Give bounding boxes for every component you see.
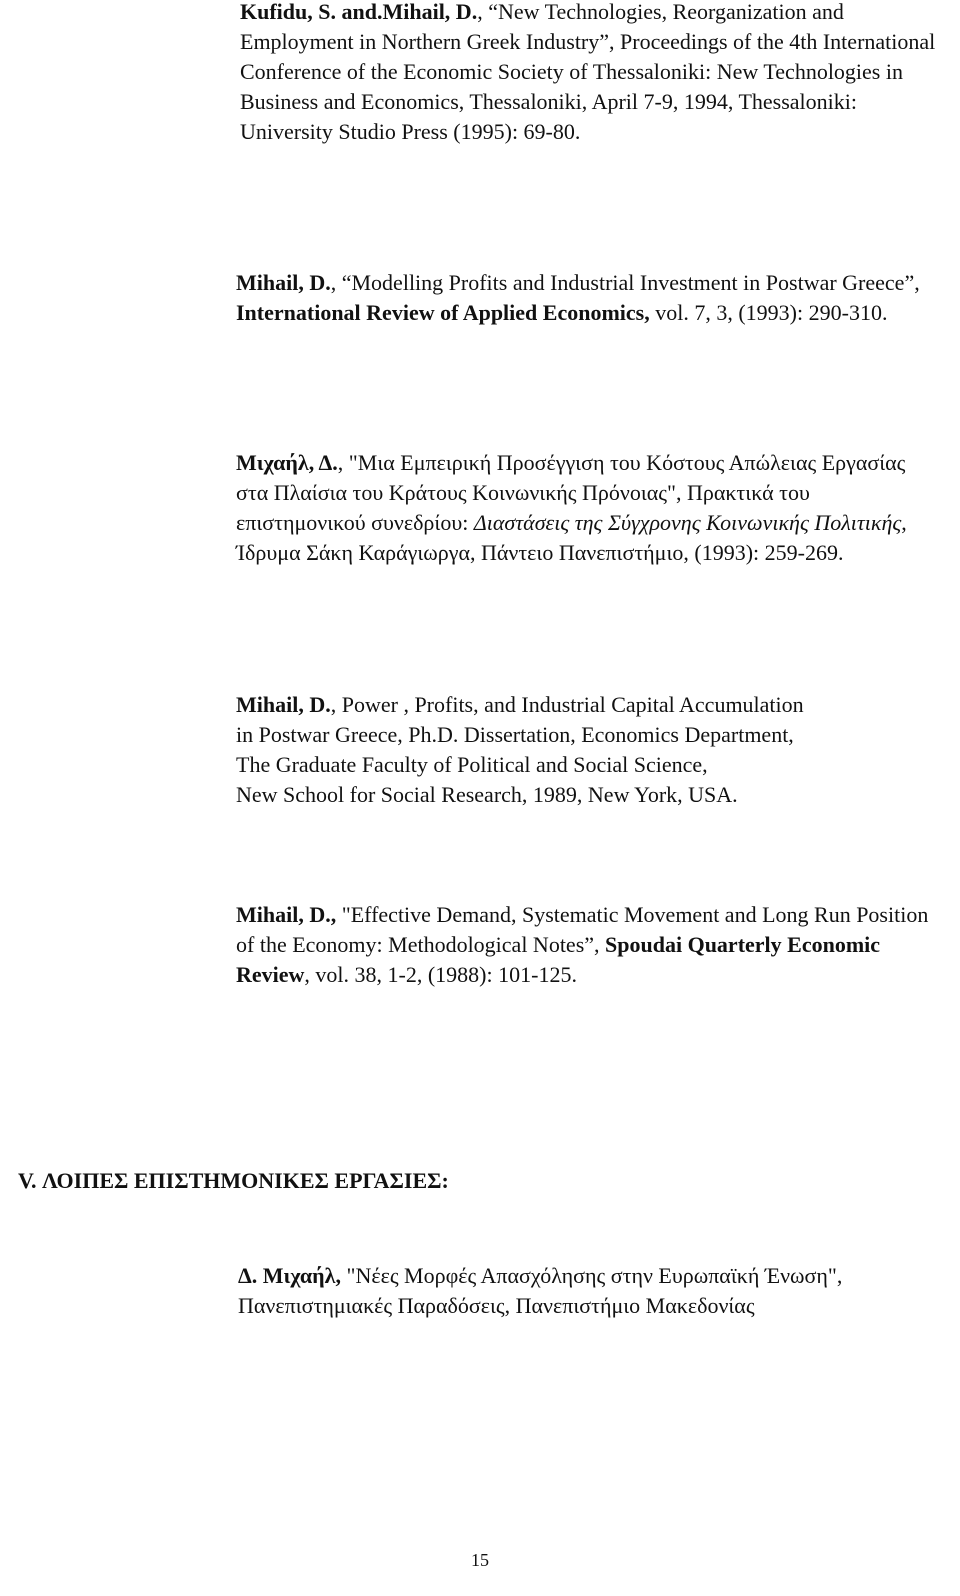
reference-line: , Power , Profits, and Industrial Capital Accumulation [330,692,804,717]
reference-details: , vol. 38, 1-2, (1988): 101-125. [304,962,577,987]
reference-authors: Μιχαήλ, Δ. [236,450,338,475]
reference-details: "Νέες Μορφές Απασχόλησης στην Ευρωπαϊκή Ένωση", Πανεπιστημιακές Παραδόσεις, Πανεπιστήμιο Μακεδονίας [238,1263,843,1318]
reference-mihail-1993-modelling [236,268,941,328]
reference-conference: Διαστάσεις της Σύγχρονης Κοινωνικής Πολιτικής [473,510,902,535]
reference-authors: Kufidu, S. and.Mihail, D. [240,0,478,24]
reference-mihail-1988 [236,900,941,990]
reference-mihail-1993-greek [236,448,941,568]
other-work-item [238,1261,943,1321]
reference-kufidu-1995 [240,0,945,147]
reference-details: , “New Technologies, Reorganization and Employment in Northern Greek Industry”, Proceedings of the 4th International Conference of the Economic Society of Thessaloniki: New Technologies in Business and Economics, Thessaloniki, April 7-9, 1994, Thessaloniki: University Studio Press (1995): 69-80. [240,0,936,144]
reference-journal: Spoudai Quarterly Economic Review [236,932,881,987]
reference-details: vol. 7, 3, (1993): 290-310. [649,300,888,325]
reference-journal: International Review of Applied Economics, [236,300,650,325]
reference-details: , Ίδρυμα Σάκη Καράγιωργα, Πάντειο Πανεπιστήμιο, (1993): 259-269. [236,510,907,565]
reference-title: "Effective Demand, Systematic Movement and Long Run Position of the Economy: Methodological Notes”, [236,902,929,957]
reference-title: , "Μια Εμπειρική Προσέγγιση του Κόστους Απώλειας Εργασίας στα Πλαίσια του Κράτους Κοινωνικής Πρόνοιας", Πρακτικά του επιστημονικού συνεδρίου: [236,450,906,535]
section-heading: V. ΛΟΙΠΕΣ ΕΠΙΣΤΗΜΟΝΙΚΕΣ ΕΡΓΑΣΙΕΣ: [18,1168,449,1193]
reference-line: in Postwar Greece, Ph.D. Dissertation, Economics Department, [236,722,794,747]
reference-line: New School for Social Research, 1989, New York, USA. [236,782,738,807]
reference-authors: Mihail, D., [236,902,337,927]
reference-line: The Graduate Faculty of Political and Social Science, [236,752,708,777]
reference-authors: Δ. Μιχαήλ, [238,1263,341,1288]
reference-mihail-1989-dissertation [236,690,941,810]
reference-authors: Mihail, D. [236,270,331,295]
reference-title: , “Modelling Profits and Industrial Investment in Postwar Greece”, [330,270,920,295]
page-number: 15 [471,1550,489,1570]
reference-authors: Mihail, D. [236,692,331,717]
